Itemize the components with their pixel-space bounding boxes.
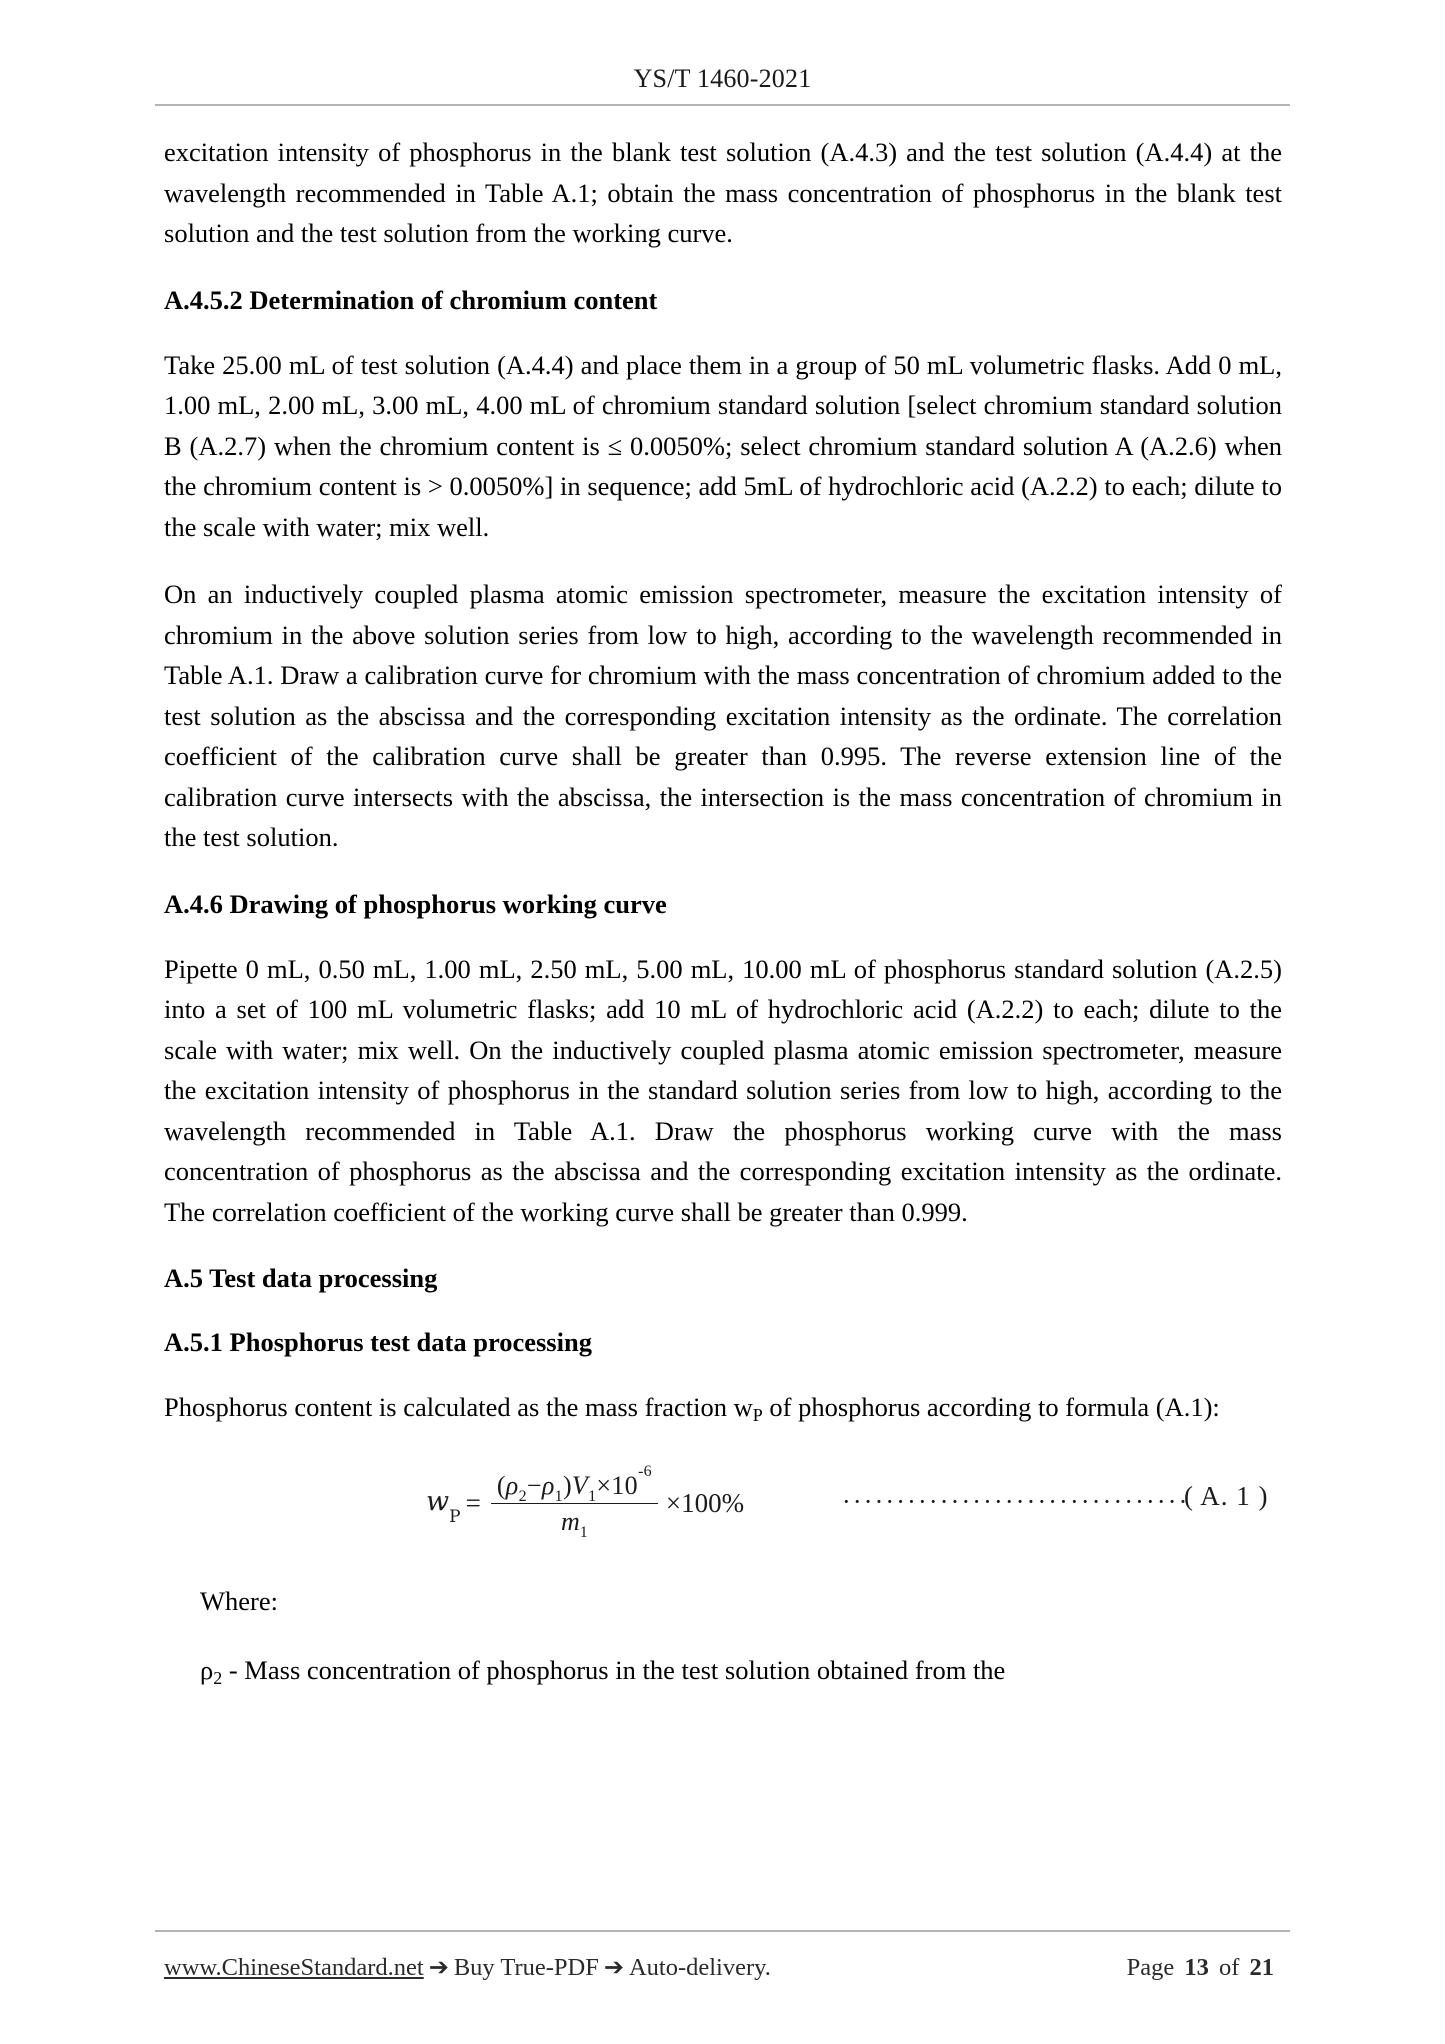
rho2-subscript: 2 xyxy=(213,1668,223,1688)
arrow-right-icon-2: ➔ xyxy=(603,1955,624,1981)
footer-promo xyxy=(164,1953,771,1982)
rho2-symbol: ρ xyxy=(200,1655,214,1685)
paragraph-chromium-procedure: Take 25.00 mL of test solution (A.4.4) and place them in a group of 50 mL volumetric flasks. Add 0 mL, 1.00 mL, 2.00 mL, 3.00 mL, 4.00 mL of chromium standard solution [select chromium standard solution B (A.2.7) when the chromium content is ≤ 0.0050%; select chromium standard solution A (A.2.6) when the chromium content is > 0.0050%] in sequence; add 5mL of hydrochloric acid (A.2.2) to each; dilute to the scale with water; mix well. xyxy=(164,349,1282,542)
footer-delivery-text: Auto-delivery. xyxy=(628,1954,771,1981)
formula-leader-dots: ································ xyxy=(842,1486,1190,1516)
paragraph-phosphorus-working-curve: Pipette 0 mL, 0.50 mL, 1.00 mL, 2.50 mL, 5.00 mL, 10.00 mL of phosphorus standard solution (A.2.5) into a set of 100 mL volumetric flasks; add 10 mL of hydrochloric acid (A.2.2) to each; dilute to the scale with water; mix well. On the inductively coupled plasma atomic emission spectrometer, measure the excitation intensity of phosphorus in the standard solution series from low to high, according to the wavelength recommended in Table A.1. Draw the phosphorus working curve with the mass concentration of phosphorus as the abscissa and the corresponding excitation intensity as the ordinate. The correlation coefficient of the working curve shall be greater than 0.999. xyxy=(164,953,1282,1227)
page-indicator xyxy=(1127,1954,1278,1982)
of-label: of xyxy=(1218,1954,1240,1981)
formula-equation-number: ( A. 1 ) xyxy=(1184,1480,1269,1511)
footer-divider xyxy=(155,1930,1290,1932)
formula-multiplier: ×100% xyxy=(665,1488,745,1519)
formula-expression xyxy=(426,1462,745,1542)
total-page-number: 21 xyxy=(1249,1954,1274,1981)
formula-denominator: $m_1$ xyxy=(560,1507,588,1542)
formula-lhs-variable: $w_P$ xyxy=(426,1486,461,1528)
paragraph-phosphorus-content xyxy=(164,1387,1282,1431)
phosphorus-content-subscript: P xyxy=(752,1405,763,1425)
footer-buy-text: Buy True-PDF xyxy=(453,1954,599,1981)
heading-a-5: A.5 Test data processing xyxy=(164,1263,438,1293)
document-body xyxy=(164,132,1282,1721)
formula-block-a1 xyxy=(164,1462,1282,1551)
header-divider xyxy=(155,104,1290,106)
formula-fraction xyxy=(491,1462,658,1542)
phosphorus-content-text-2: of phosphorus according to formula (A.1): xyxy=(762,1392,1220,1422)
formula-lhs-subscript: P xyxy=(449,1507,461,1528)
heading-a-4-6: A.4.6 Drawing of phosphorus working curve xyxy=(164,888,667,919)
rho2-description: - Mass concentration of phosphorus in the test solution obtained from the xyxy=(222,1655,1006,1685)
current-page-number: 13 xyxy=(1184,1954,1209,1981)
paragraph-icp-chromium: On an inductively coupled plasma atomic emission spectrometer, measure the excitation intensity of chromium in the above solution series from low to high, according to the wavelength recommended in Table A.1. Draw a calibration curve for chromium with the mass concentration of chromium added to the test solution as the abscissa and the corresponding excitation intensity as the ordinate. The correlation coefficient of the calibration curve shall be greater than 0.995. The reverse extension line of the calibration curve intersects with the abscissa, the intersection is the mass concentration of chromium in the test solution. xyxy=(164,579,1282,852)
formula-numerator: $(\rho_2-\rho_1)V_1\times 10^{-6}$ xyxy=(496,1462,652,1505)
footer-website-link[interactable]: www.ChineseStandard.net xyxy=(164,1954,424,1981)
page-header xyxy=(205,64,1240,94)
paragraph-intro: excitation intensity of phosphorus in the blank test solution (A.4.3) and the test solution (A.4.4) at the wavelength recommended in Table A.1; obtain the mass concentration of phosphorus in the blank test solution and the test solution from the working curve. xyxy=(164,137,1282,248)
formula-equals-sign: = xyxy=(465,1488,481,1519)
where-label: Where: xyxy=(200,1585,278,1616)
page-label: Page xyxy=(1126,1954,1175,1981)
arrow-right-icon: ➔ xyxy=(428,1955,449,1981)
phosphorus-content-text-1: Phosphorus content is calculated as the mass fraction w xyxy=(164,1392,753,1422)
definition-rho2 xyxy=(164,1650,1282,1694)
heading-a-4-5-2: A.4.5.2 Determination of chromium content xyxy=(164,284,658,315)
standard-code: YS/T 1460-2021 xyxy=(633,64,812,93)
heading-a-5-1: A.5.1 Phosphorus test data processing xyxy=(164,1327,592,1357)
page-footer xyxy=(164,1953,1284,1982)
